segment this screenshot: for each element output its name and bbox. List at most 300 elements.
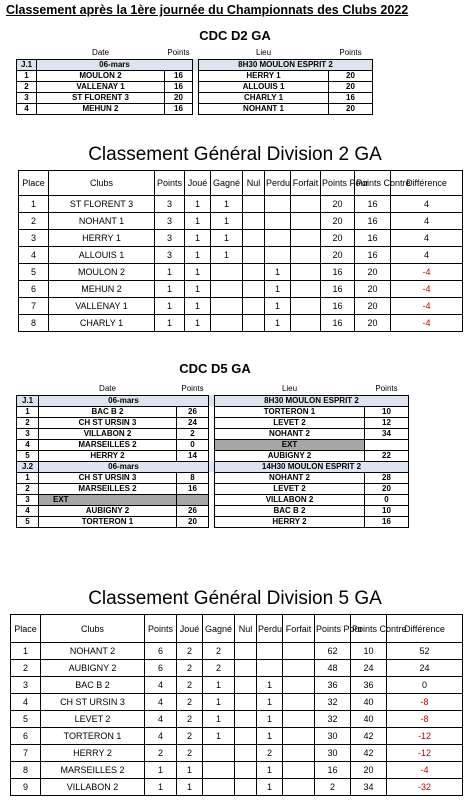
d2-home-points: 16 <box>165 70 193 81</box>
d5-ranking-cell: 0 <box>387 677 463 694</box>
d5-ranking-cell: 2 <box>11 660 41 677</box>
d5-ranking-cell: 1 <box>203 694 235 711</box>
d2-ranking-cell: 20 <box>321 247 355 264</box>
d2-ranking-cell: 20 <box>355 281 391 298</box>
d5-ranking-cell: 32 <box>315 711 351 728</box>
d5-match-number: 2 <box>17 483 39 494</box>
d2-ranking-cell: 4 <box>391 230 463 247</box>
d5-away-points: 20 <box>365 483 409 494</box>
d2-journee-label: J.1 <box>17 59 37 70</box>
d5-match-row <box>17 439 409 450</box>
d5-ranking-cell: -32 <box>387 779 463 796</box>
d5-away-points: 28 <box>365 472 409 483</box>
d5-match-number: 4 <box>17 439 39 450</box>
d2-away-team: NOHANT 1 <box>199 103 329 114</box>
d2-ranking-cell <box>291 298 321 315</box>
d5-ranking-cell: 2 <box>257 745 283 762</box>
d2-ranking-cell: 1 <box>185 315 211 332</box>
d2-ranking-cell: 1 <box>265 298 291 315</box>
d5-ranking-cell: 10 <box>351 643 387 660</box>
d5-ranking-cell: 32 <box>315 694 351 711</box>
d5-match-number: 2 <box>17 417 39 428</box>
d5-match-row <box>17 505 409 516</box>
d5-match-row <box>17 406 409 417</box>
d2-ranking-cell: 1 <box>185 196 211 213</box>
d5-col-header: Forfait <box>283 615 315 643</box>
d2-ranking-cell: -4 <box>391 298 463 315</box>
d2-ranking-cell: 1 <box>155 264 185 281</box>
d2-ranking-cell: 3 <box>155 247 185 264</box>
d5-col-header: Place <box>11 615 41 643</box>
d2-match-row <box>17 92 373 103</box>
d2-ranking-cell: ALLOUIS 1 <box>49 247 155 264</box>
d5-match-number: 3 <box>17 428 39 439</box>
d2-ranking-cell <box>265 196 291 213</box>
d5-journee-venue: 14H30 MOULON ESPRIT 2 <box>215 461 409 472</box>
d5-ranking-cell: 1 <box>257 677 283 694</box>
d5-away-team: NOHANT 2 <box>215 472 365 483</box>
d2-away-points: 20 <box>329 81 373 92</box>
d2-ranking-cell: 16 <box>321 315 355 332</box>
d2-ranking-cell: 3 <box>155 196 185 213</box>
d5-journee-date: 06-mars <box>39 461 209 472</box>
d2-ranking-cell: 1 <box>19 196 49 213</box>
d2-ranking-cell <box>291 247 321 264</box>
d2-ranking-cell: 20 <box>355 315 391 332</box>
d2-ranking-cell: 20 <box>321 213 355 230</box>
d2-ranking-row <box>19 230 463 247</box>
d2-home-team: ST FLORENT 3 <box>37 92 165 103</box>
d5-ranking-cell <box>283 762 315 779</box>
d5-ranking-cell <box>235 643 257 660</box>
d5-ranking-cell <box>235 779 257 796</box>
d5-home-team: BAC B 2 <box>39 406 177 417</box>
d5-ranking-cell: LEVET 2 <box>41 711 145 728</box>
d5-date-header: Date <box>99 384 116 394</box>
d2-col-header: Nul <box>243 171 265 196</box>
d5-away-team: LEVET 2 <box>215 417 365 428</box>
d2-away-points: 16 <box>329 92 373 103</box>
d2-ranking-cell <box>243 315 265 332</box>
d5-ranking-cell: 48 <box>315 660 351 677</box>
d2-ranking-cell: 20 <box>321 230 355 247</box>
d2-lieu-header: Lieu <box>255 48 272 58</box>
d5-home-team: AUBIGNY 2 <box>39 505 177 516</box>
d5-journee-label: J.2 <box>17 461 39 472</box>
d2-match-row <box>17 70 373 81</box>
d2-ranking-cell: 1 <box>265 315 291 332</box>
d2-ranking-cell: -4 <box>391 264 463 281</box>
d2-ranking-cell: 1 <box>265 264 291 281</box>
d5-home-team: TORTERON 1 <box>39 516 177 527</box>
d5-col-header: Clubs <box>41 615 145 643</box>
d2-ranking-cell: 1 <box>155 281 185 298</box>
d5-ranking-cell: 24 <box>351 660 387 677</box>
d2-col-header: Perdu <box>265 171 291 196</box>
d5-ranking-cell: 5 <box>11 711 41 728</box>
d5-ranking-cell: 36 <box>351 677 387 694</box>
d2-col-header: Place <box>19 171 49 196</box>
d2-match-number: 4 <box>17 103 37 114</box>
d2-home-team: MEHUN 2 <box>37 103 165 114</box>
d5-ranking-cell <box>235 745 257 762</box>
d2-ranking-cell: 4 <box>391 196 463 213</box>
d5-home-team: CH ST URSIN 3 <box>39 472 177 483</box>
d5-home-team: VILLABON 2 <box>39 428 177 439</box>
d5-ranking-cell: 4 <box>11 694 41 711</box>
d5-away-team: HERRY 2 <box>215 516 365 527</box>
d2-col-header: Clubs <box>49 171 155 196</box>
d5-ranking-cell: -12 <box>387 728 463 745</box>
d2-col-header: Gagné <box>211 171 243 196</box>
d5-ranking-cell: 6 <box>145 643 177 660</box>
d5-ranking-cell: 3 <box>11 677 41 694</box>
d2-points-header: Points <box>167 48 190 58</box>
d5-ranking-cell: TORTERON 1 <box>41 728 145 745</box>
d2-ranking-row <box>19 196 463 213</box>
d5-ranking-cell: 1 <box>145 762 177 779</box>
d5-match-number: 1 <box>17 406 39 417</box>
d5-ranking-cell: 2 <box>177 745 203 762</box>
d5-ranking-cell: 4 <box>145 677 177 694</box>
d2-ranking-row <box>19 213 463 230</box>
d2-match-number: 2 <box>17 81 37 92</box>
d2-ranking-cell: 3 <box>155 230 185 247</box>
d5-ranking-cell: 8 <box>11 762 41 779</box>
d2-cdc-title: CDC D2 GA <box>199 28 271 43</box>
d2-ranking-cell: 4 <box>19 247 49 264</box>
d2-ranking-cell <box>265 247 291 264</box>
d5-home-points: 26 <box>177 505 209 516</box>
d5-ranking-cell: 42 <box>351 728 387 745</box>
d2-match-row <box>17 103 373 114</box>
d2-ranking-cell: 8 <box>19 315 49 332</box>
d5-ranking-cell: 52 <box>387 643 463 660</box>
d5-ranking-cell: VILLABON 2 <box>41 779 145 796</box>
d2-ranking-cell: 1 <box>211 213 243 230</box>
d5-ranking-cell: 1 <box>203 728 235 745</box>
d5-home-points: 24 <box>177 417 209 428</box>
d2-ranking-cell: 20 <box>321 196 355 213</box>
d5-ranking-cell: 2 <box>177 728 203 745</box>
d5-ranking-cell: 2 <box>177 711 203 728</box>
page-title: Classement après la 1ère journée du Championnats des Clubs 2022 <box>6 3 409 17</box>
d5-lieu-header: Lieu <box>281 384 298 394</box>
d2-home-team: VALLENAY 1 <box>37 81 165 92</box>
d5-ranking-cell <box>283 779 315 796</box>
d5-ranking-cell: HERRY 2 <box>41 745 145 762</box>
d5-match-table <box>16 384 409 528</box>
d5-away-points: 10 <box>365 406 409 417</box>
d5-ranking-cell: 1 <box>145 779 177 796</box>
d2-ranking-cell: 1 <box>211 196 243 213</box>
d5-ranking-cell: -12 <box>387 745 463 762</box>
d5-ranking-cell: 1 <box>257 728 283 745</box>
d5-journee-header <box>17 395 409 406</box>
d5-ranking-row <box>11 728 463 745</box>
d2-away-team: ALLOUIS 1 <box>199 81 329 92</box>
d5-ranking-cell: 1 <box>257 711 283 728</box>
d2-ranking-row <box>19 281 463 298</box>
d2-ranking-cell: 1 <box>265 281 291 298</box>
d5-away-team: TORTERON 1 <box>215 406 365 417</box>
d5-col-header: Points <box>145 615 177 643</box>
d5-ranking-cell: 1 <box>203 677 235 694</box>
d2-ranking-cell <box>243 196 265 213</box>
d5-points2-header: Points <box>375 384 398 394</box>
d2-ranking-cell: 1 <box>185 213 211 230</box>
d2-ranking-cell <box>243 247 265 264</box>
d5-ranking-cell: 24 <box>387 660 463 677</box>
d2-ranking-title: Classement Général Division 2 GA <box>88 144 382 165</box>
d5-ranking-cell <box>203 762 235 779</box>
d2-ranking-cell <box>243 230 265 247</box>
d5-ranking-cell <box>283 745 315 762</box>
d5-ranking-cell: 4 <box>145 728 177 745</box>
d5-ranking-row <box>11 762 463 779</box>
d2-ranking-cell: 7 <box>19 298 49 315</box>
d5-ranking-cell: 6 <box>11 728 41 745</box>
d5-ranking-cell: 20 <box>351 762 387 779</box>
d5-home-points <box>177 494 209 505</box>
d5-match-number: 5 <box>17 516 39 527</box>
d2-ranking-cell: 1 <box>185 281 211 298</box>
d5-match-row <box>17 483 409 494</box>
d5-ranking-cell: 2 <box>145 745 177 762</box>
d2-match-number: 1 <box>17 70 37 81</box>
d2-ranking-cell <box>211 264 243 281</box>
d5-match-row <box>17 417 409 428</box>
d5-away-team: EXT <box>215 439 365 450</box>
d2-ranking-cell <box>211 298 243 315</box>
d5-ranking-cell: 2 <box>203 643 235 660</box>
d2-ranking-cell: HERRY 1 <box>49 230 155 247</box>
d5-col-header: Nul <box>235 615 257 643</box>
d5-home-team: MARSEILLES 2 <box>39 483 177 494</box>
d2-ranking-cell: -4 <box>391 315 463 332</box>
d5-ranking-cell <box>283 711 315 728</box>
d2-ranking-cell <box>265 213 291 230</box>
d5-ranking-row <box>11 677 463 694</box>
d5-away-team: BAC B 2 <box>215 505 365 516</box>
d2-ranking-cell: 1 <box>155 315 185 332</box>
d5-col-header: Joué <box>177 615 203 643</box>
d5-journee-date: 06-mars <box>39 395 209 406</box>
d2-home-points: 16 <box>165 81 193 92</box>
d5-ranking-cell <box>203 779 235 796</box>
d2-ranking-cell: 6 <box>19 281 49 298</box>
d2-ranking-cell: MEHUN 2 <box>49 281 155 298</box>
d2-match-table <box>16 48 373 115</box>
d2-col-header: Forfait <box>291 171 321 196</box>
d2-journee-header <box>17 59 373 70</box>
d2-col-header: Points <box>155 171 185 196</box>
d5-ranking-cell <box>235 694 257 711</box>
d5-ranking-cell: 2 <box>177 660 203 677</box>
d5-ranking-cell <box>235 711 257 728</box>
d2-ranking-cell: 16 <box>321 281 355 298</box>
d5-away-points: 12 <box>365 417 409 428</box>
d5-ranking-cell: 34 <box>351 779 387 796</box>
d2-ranking-cell <box>291 281 321 298</box>
d5-col-header: Points Contre <box>351 615 387 643</box>
d5-away-team: VILLABON 2 <box>215 494 365 505</box>
d5-home-points: 2 <box>177 428 209 439</box>
d5-home-points: 14 <box>177 450 209 461</box>
d5-ranking-cell: 6 <box>145 660 177 677</box>
d5-ranking-cell: 30 <box>315 728 351 745</box>
d5-match-number: 5 <box>17 450 39 461</box>
d5-ranking-title: Classement Général Division 5 GA <box>88 588 382 609</box>
d2-away-team: CHARLY 1 <box>199 92 329 103</box>
d5-ranking-cell: 1 <box>11 643 41 660</box>
d2-home-points: 16 <box>165 103 193 114</box>
d2-col-header: Points Pour <box>321 171 355 196</box>
d5-ranking-cell: 1 <box>257 762 283 779</box>
d2-ranking-cell: VALLENAY 1 <box>49 298 155 315</box>
d2-ranking-cell <box>211 315 243 332</box>
d5-ranking-cell <box>283 643 315 660</box>
d5-away-points: 10 <box>365 505 409 516</box>
d5-ranking-cell: CH ST URSIN 3 <box>41 694 145 711</box>
d2-journee-venue: 8H30 MOULON ESPRIT 2 <box>199 59 373 70</box>
d5-ranking-cell: -8 <box>387 711 463 728</box>
d2-ranking-cell: 3 <box>155 213 185 230</box>
d2-col-header: Différence <box>391 171 463 196</box>
d5-ranking-cell <box>283 694 315 711</box>
d5-ranking-cell: 4 <box>145 711 177 728</box>
d2-ranking-cell: 1 <box>185 247 211 264</box>
d2-journee-date: 06-mars <box>37 59 193 70</box>
d2-col-header: Points Contre <box>355 171 391 196</box>
d2-match-number: 3 <box>17 92 37 103</box>
d2-ranking-cell: NOHANT 1 <box>49 213 155 230</box>
d5-ranking-cell: 7 <box>11 745 41 762</box>
d2-away-points: 20 <box>329 70 373 81</box>
d5-ranking-cell <box>283 677 315 694</box>
d2-ranking-cell: 1 <box>185 298 211 315</box>
d2-ranking-cell <box>265 230 291 247</box>
d2-ranking-cell <box>243 298 265 315</box>
d5-ranking-row <box>11 660 463 677</box>
d2-ranking-cell: 1 <box>211 230 243 247</box>
d5-ranking-cell: -4 <box>387 762 463 779</box>
d5-ranking-cell: 42 <box>351 745 387 762</box>
d5-ranking-cell <box>257 660 283 677</box>
d5-away-team: LEVET 2 <box>215 483 365 494</box>
d2-ranking-cell: 1 <box>211 247 243 264</box>
d5-ranking-cell: 9 <box>11 779 41 796</box>
d5-ranking-table <box>10 614 463 796</box>
d5-ranking-cell: 36 <box>315 677 351 694</box>
d2-ranking-cell: 1 <box>185 264 211 281</box>
d5-ranking-cell: 1 <box>177 779 203 796</box>
d5-match-row <box>17 516 409 527</box>
d5-ranking-cell: 1 <box>203 711 235 728</box>
d5-away-points: 34 <box>365 428 409 439</box>
d5-ranking-cell <box>283 728 315 745</box>
d5-col-header: Différence <box>387 615 463 643</box>
d2-date-header: Date <box>92 48 109 58</box>
d5-ranking-cell: 1 <box>177 762 203 779</box>
d5-col-header: Perdu <box>257 615 283 643</box>
d5-home-team: MARSEILLES 2 <box>39 439 177 450</box>
d5-ranking-cell: 62 <box>315 643 351 660</box>
d5-ranking-cell <box>235 677 257 694</box>
d2-away-points: 20 <box>329 103 373 114</box>
d2-ranking-cell: 16 <box>355 247 391 264</box>
d2-ranking-cell <box>243 281 265 298</box>
d5-match-number: 3 <box>17 494 39 505</box>
d2-ranking-cell: -4 <box>391 281 463 298</box>
d5-home-points: 26 <box>177 406 209 417</box>
d5-ranking-row <box>11 779 463 796</box>
d2-ranking-cell <box>243 264 265 281</box>
d2-home-points: 20 <box>165 92 193 103</box>
d5-ranking-cell: BAC B 2 <box>41 677 145 694</box>
d5-col-header: Gagné <box>203 615 235 643</box>
d5-home-points: 20 <box>177 516 209 527</box>
d2-ranking-cell <box>291 196 321 213</box>
d5-home-points: 8 <box>177 472 209 483</box>
d2-ranking-row <box>19 247 463 264</box>
d5-home-team: EXT <box>39 494 177 505</box>
d5-ranking-cell: 2 <box>177 694 203 711</box>
d2-ranking-cell <box>243 213 265 230</box>
d2-ranking-row <box>19 298 463 315</box>
d2-ranking-cell: CHARLY 1 <box>49 315 155 332</box>
d2-ranking-cell: 5 <box>19 264 49 281</box>
d2-ranking-cell <box>211 281 243 298</box>
d5-away-points <box>365 439 409 450</box>
d2-ranking-cell: 16 <box>321 264 355 281</box>
d2-away-team: HERRY 1 <box>199 70 329 81</box>
d2-ranking-cell: 16 <box>355 196 391 213</box>
d5-match-row <box>17 472 409 483</box>
d2-ranking-cell: 2 <box>19 213 49 230</box>
d5-ranking-cell: 16 <box>315 762 351 779</box>
d5-ranking-cell <box>235 728 257 745</box>
d5-ranking-row <box>11 694 463 711</box>
d5-away-points: 22 <box>365 450 409 461</box>
d2-col-header: Joué <box>185 171 211 196</box>
d5-home-points: 0 <box>177 439 209 450</box>
d5-ranking-cell: 30 <box>315 745 351 762</box>
d5-away-team: AUBIGNY 2 <box>215 450 365 461</box>
d5-ranking-cell: 2 <box>315 779 351 796</box>
d5-ranking-cell <box>283 660 315 677</box>
d5-ranking-cell: 2 <box>177 643 203 660</box>
d5-ranking-row <box>11 711 463 728</box>
d2-ranking-row <box>19 264 463 281</box>
d2-ranking-cell: 1 <box>155 298 185 315</box>
d5-ranking-cell: 40 <box>351 694 387 711</box>
d5-ranking-cell: 2 <box>177 677 203 694</box>
d5-home-team: HERRY 2 <box>39 450 177 461</box>
d5-journee-header <box>17 461 409 472</box>
d5-match-number: 4 <box>17 505 39 516</box>
d2-ranking-cell: 20 <box>355 264 391 281</box>
d2-ranking-cell <box>291 230 321 247</box>
d2-ranking-table <box>18 170 463 332</box>
d5-cdc-title: CDC D5 GA <box>179 361 251 376</box>
d2-ranking-cell: 16 <box>355 213 391 230</box>
d5-ranking-cell <box>235 762 257 779</box>
d2-ranking-cell: ST FLORENT 3 <box>49 196 155 213</box>
d5-points-header: Points <box>181 384 204 394</box>
d5-away-points: 16 <box>365 516 409 527</box>
d2-points2-header: Points <box>339 48 362 58</box>
